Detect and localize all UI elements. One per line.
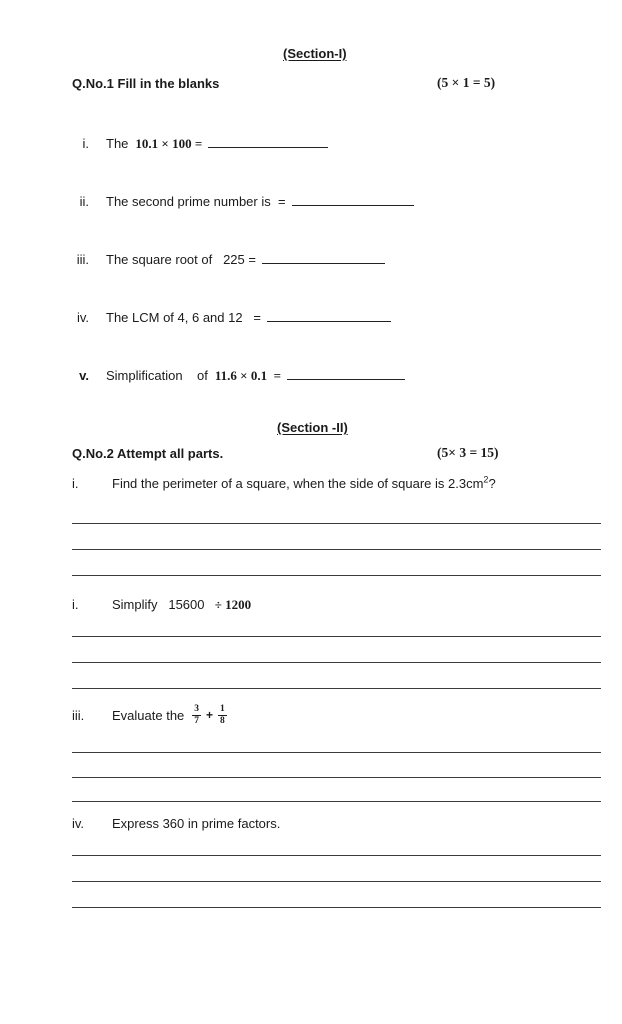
item-number: iv.: [72, 816, 85, 831]
answer-line: [72, 636, 601, 637]
fill-blank: [208, 134, 328, 148]
item-text: [112, 476, 496, 491]
numerator: 1: [220, 704, 225, 714]
q2-item-4: [72, 816, 280, 831]
item-text: Simplify 15600: [112, 597, 205, 612]
section2-heading: (Section -II): [277, 420, 348, 435]
item-math: 11.6 × 0.1 =: [214, 368, 281, 383]
section1-heading: (Section-I): [283, 46, 347, 61]
q2-title: Q.No.2 Attempt all parts.: [72, 446, 224, 461]
answer-line: [72, 575, 601, 576]
item-number: i.: [82, 136, 89, 151]
answer-line: [72, 881, 601, 882]
q1-marks: (5 × 1 = 5): [437, 75, 496, 90]
q1-item-1: [60, 134, 328, 152]
item-text: Express 360 in prime factors.: [112, 816, 281, 831]
fill-blank: [287, 366, 405, 380]
answer-line: [72, 549, 601, 550]
superscript: 2: [483, 474, 489, 485]
item-text: Simplification of: [106, 368, 208, 383]
denominator: 7: [194, 715, 200, 726]
item-number: iv.: [76, 310, 89, 325]
answer-line: [72, 523, 601, 524]
answer-line: [72, 855, 601, 856]
item-number: i.: [72, 476, 79, 491]
item-text-main: Find the perimeter of a square, when the side of square is 2.3cm: [112, 476, 484, 491]
item-number: i.: [72, 597, 79, 612]
item-text: The LCM of 4, 6 and 12 =: [106, 310, 262, 325]
item-math: 10.1 × 100 =: [135, 136, 203, 151]
item-number: iii.: [76, 252, 89, 267]
item-number: iii.: [72, 707, 85, 723]
answer-line: [72, 801, 601, 802]
answer-line: [72, 662, 601, 663]
fraction-2: [218, 704, 227, 727]
denominator: 8: [220, 715, 225, 726]
answer-line: [72, 777, 601, 778]
answer-line: [72, 688, 601, 689]
q1-item-3: [60, 250, 385, 267]
q1-item-4: [60, 308, 391, 325]
q1-item-2: [60, 192, 414, 209]
answer-line: [72, 752, 601, 753]
item-text: The square root of 225 =: [106, 252, 256, 267]
item-number: v.: [79, 368, 89, 383]
q2-marks: (5× 3 = 15): [437, 445, 499, 460]
item-math: ÷ 1200: [211, 597, 252, 612]
q2-item-3: [72, 704, 227, 727]
numerator: 3: [194, 704, 200, 714]
item-text: The second prime number is =: [106, 194, 286, 209]
fraction-1: [192, 704, 201, 727]
q2-item-2: [72, 597, 251, 613]
q2-item-1: [72, 476, 496, 491]
item-text: Evaluate the: [112, 707, 185, 723]
item-text-tail: ?: [488, 476, 496, 491]
fraction-expression: [192, 704, 227, 727]
item-number: ii.: [79, 194, 89, 209]
fill-blank: [292, 192, 414, 206]
q1-title: Q.No.1 Fill in the blanks: [72, 76, 220, 91]
item-text: The: [106, 136, 129, 151]
q1-item-5: [60, 366, 405, 384]
fill-blank: [262, 250, 385, 264]
plus-operator: +: [206, 708, 214, 723]
fill-blank: [267, 308, 391, 322]
answer-line: [72, 907, 601, 908]
